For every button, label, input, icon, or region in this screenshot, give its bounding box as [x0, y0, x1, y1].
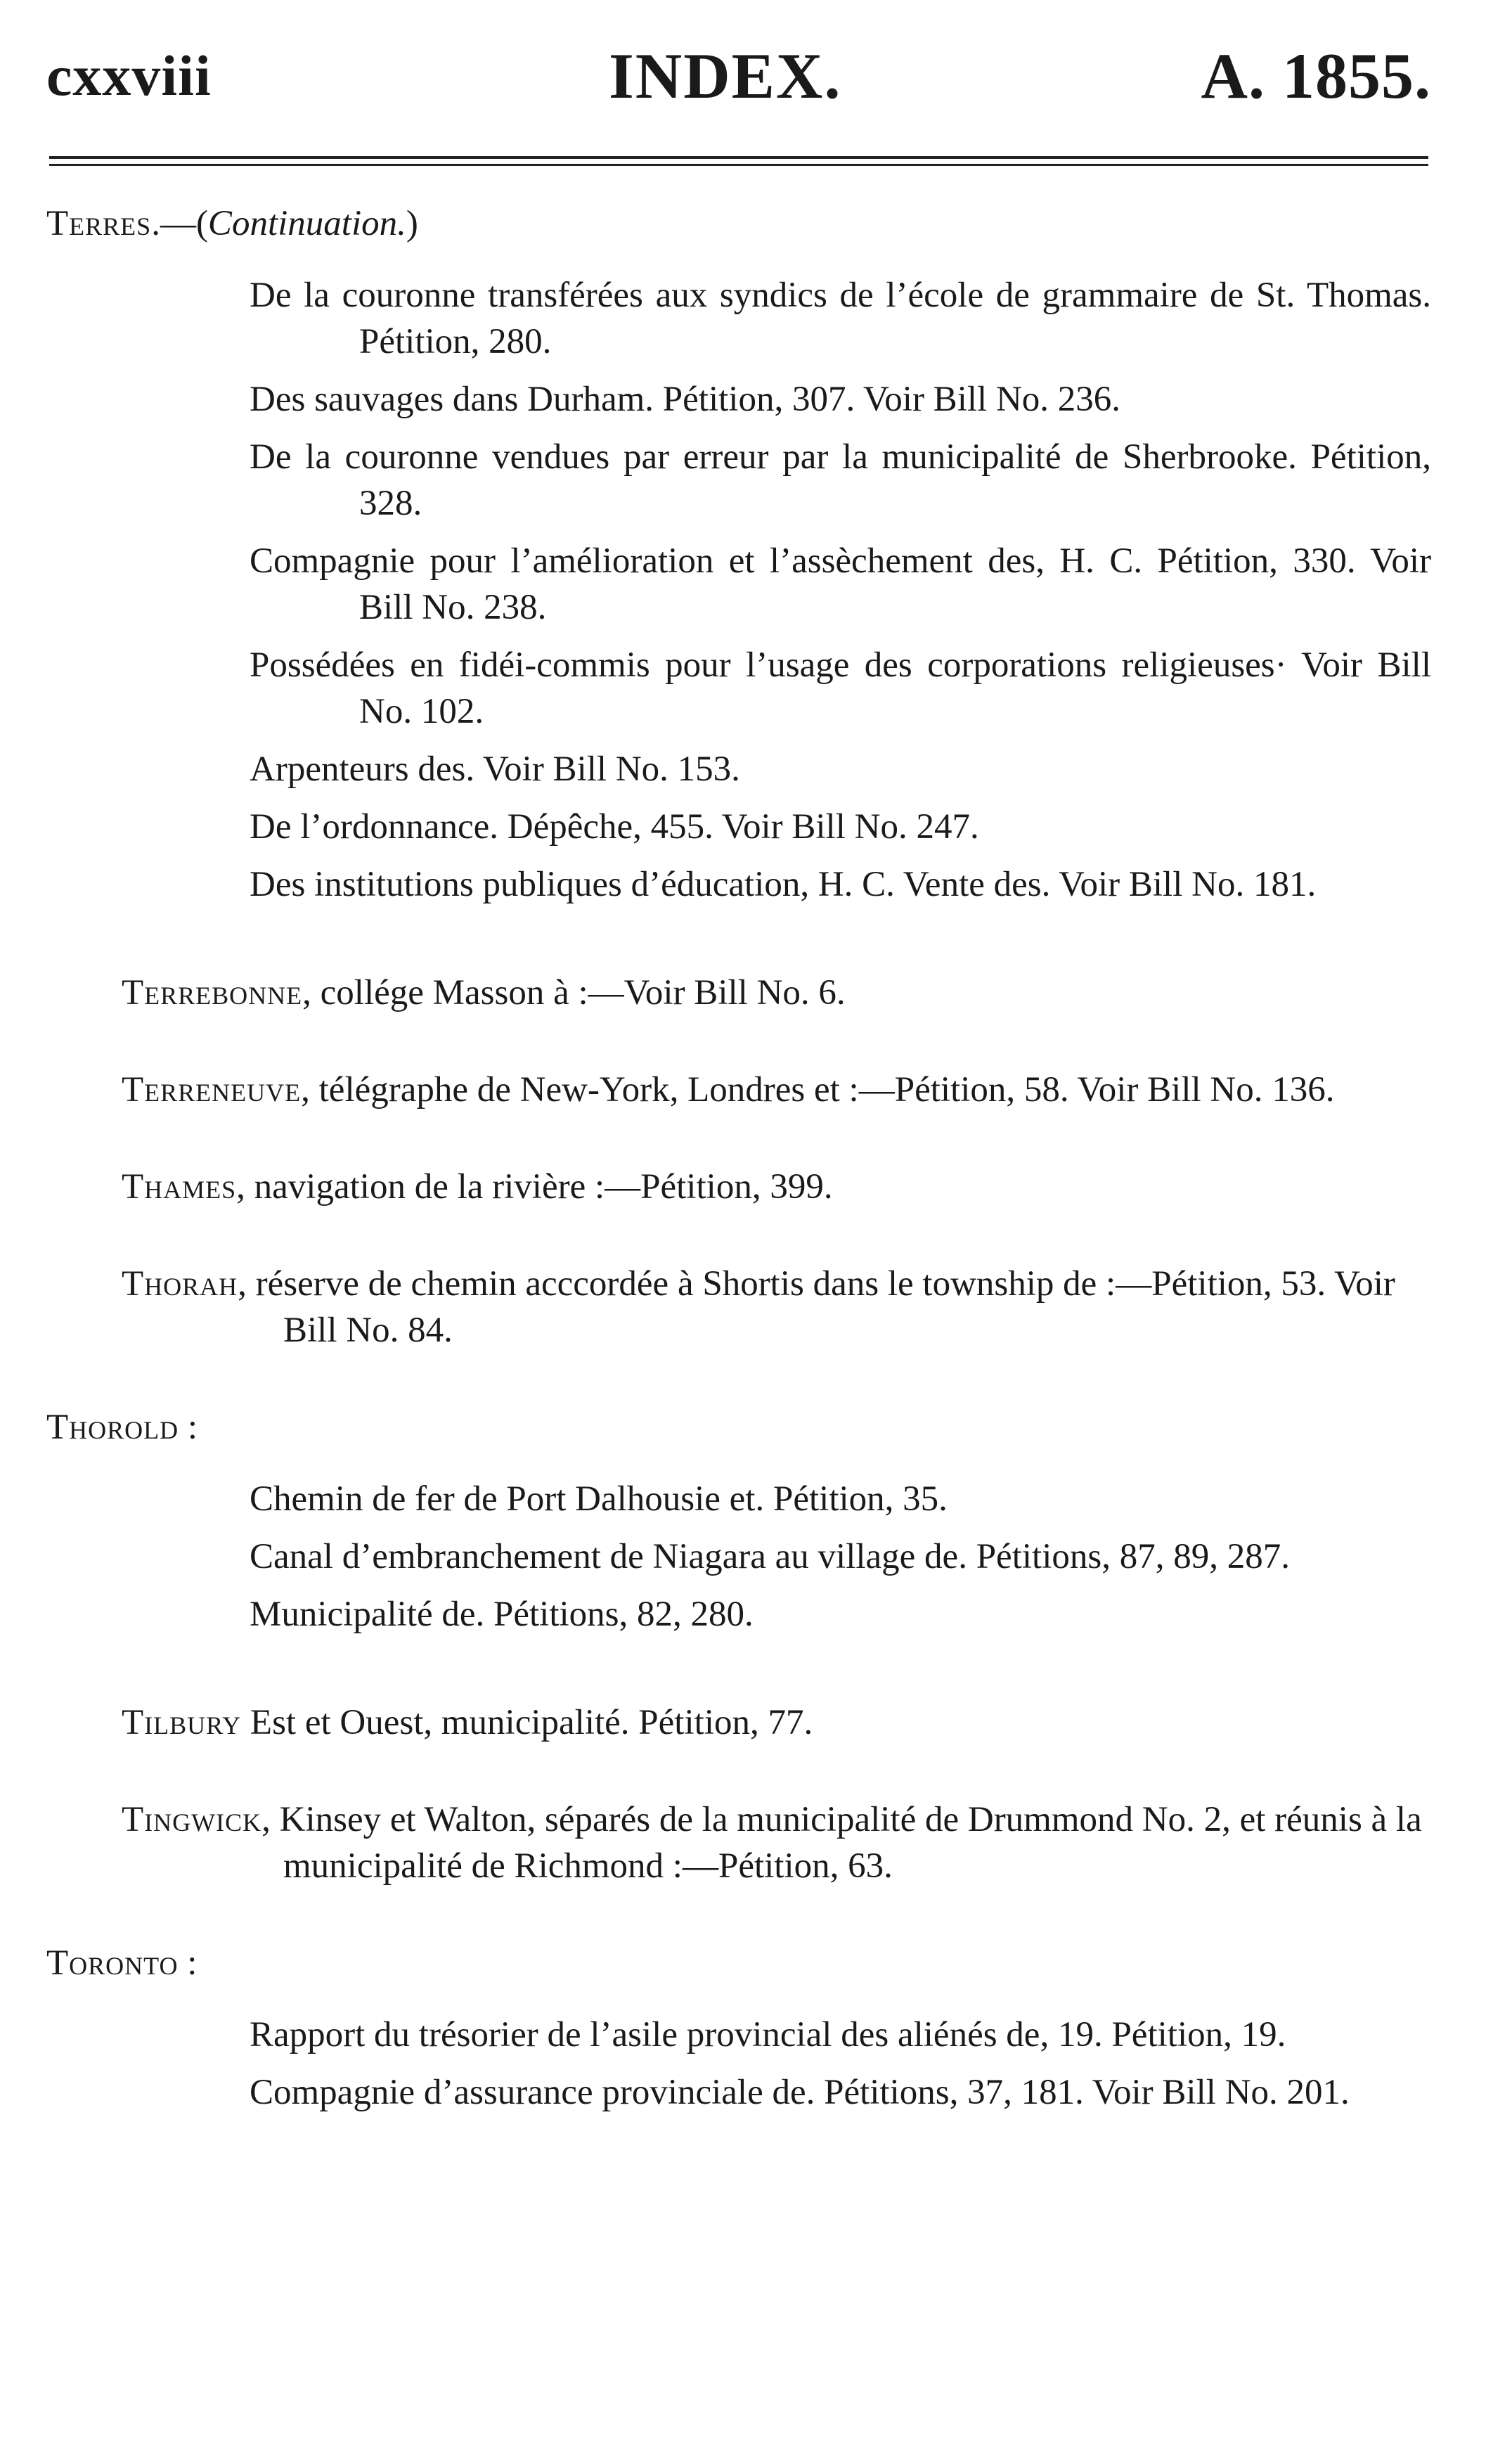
entry-head: Tilbury	[122, 1703, 242, 1742]
index-entry-toronto	[46, 1940, 1431, 2116]
sub-entry: Compagnie d’assurance provinciale de. Pétitions, 37, 181. Voir Bill No. 201.	[250, 2073, 1350, 2112]
index-entry-tingwick	[46, 1796, 1431, 1889]
entry-head: Thorah	[122, 1264, 238, 1304]
sub-entry: Arpenteurs des. Voir Bill No. 153.	[250, 750, 740, 789]
entry-head: Terrebonne	[122, 973, 303, 1012]
sub-entry: Rapport du trésorier de l’asile provincial des aliénés de, 19. Pétition, 19.	[250, 2015, 1286, 2054]
entry-head: Thames	[122, 1167, 237, 1207]
entry-text: :	[178, 1943, 198, 1983]
entry-text: , navigation de la rivière :—Pétition, 399.	[236, 1167, 833, 1207]
entry-heading-line	[46, 1940, 1431, 1986]
page-number: cxxviii	[46, 44, 212, 108]
index-entry-terres	[46, 200, 1431, 908]
entry-heading-line	[46, 1404, 1431, 1451]
sub-entry: Possédées en fidéi-commis pour l’usage des corporations religieuses· Voir Bill No. 102.	[250, 645, 1431, 731]
index-entry-thorah	[46, 1261, 1431, 1353]
entry-head: Terres	[46, 204, 152, 243]
entry-head: Terreneuve	[122, 1070, 302, 1110]
index-entry-terreneuve	[46, 1067, 1431, 1113]
entry-head: Thorold	[46, 1408, 179, 1447]
index-entry-thames	[46, 1164, 1431, 1210]
entry-text: :	[179, 1408, 198, 1447]
index-entries	[46, 200, 1431, 2127]
entry-text: , réserve de chemin acccordée à Shortis dans le township de :—Pétition, 53. Voir Bill No. 84.	[238, 1264, 1395, 1350]
sub-entry: De la couronne vendues par erreur par la municipalité de Sherbrooke. Pétition, 328.	[250, 437, 1431, 523]
sub-entry: Canal d’embranchement de Niagara au village de. Pétitions, 87, 89, 287.	[250, 1537, 1290, 1576]
entry-text: , Kinsey et Walton, séparés de la municipalité de Drummond No. 2, et réunis à la municipalité de Richmond :—Pétition, 63.	[261, 1800, 1422, 1886]
entry-text: , collége Masson à :—Voir Bill No. 6.	[302, 973, 846, 1012]
entry-heading-line	[46, 200, 1431, 247]
sub-entry: Municipalité de. Pétitions, 82, 280.	[250, 1595, 754, 1634]
entry-head: Tingwick	[122, 1800, 262, 1839]
sub-entry: Chemin de fer de Port Dalhousie et. Pétition, 35.	[250, 1479, 948, 1519]
session-year: A. 1855.	[1201, 40, 1431, 112]
header-rule-top	[49, 156, 1428, 159]
header-rule-bottom	[49, 164, 1428, 166]
entry-head: Toronto	[46, 1943, 179, 1983]
sub-entry: De l’ordonnance. Dépêche, 455. Voir Bill No. 247.	[250, 807, 979, 847]
index-entry-tilbury	[46, 1699, 1431, 1746]
sub-entry: De la couronne transférées aux syndics de l’école de grammaire de St. Thomas. Pétition, 280.	[250, 276, 1431, 361]
page-header	[46, 39, 1431, 116]
sub-entry: Des institutions publiques d’éducation, H. C. Vente des. Voir Bill No. 181.	[250, 865, 1317, 904]
entry-head-close: )	[406, 204, 418, 243]
index-entry-thorold	[46, 1404, 1431, 1638]
sub-entry: Des sauvages dans Durham. Pétition, 307. Voir Bill No. 236.	[250, 380, 1121, 419]
entry-text: , télégraphe de New-York, Londres et :—Pétition, 58. Voir Bill No. 136.	[301, 1070, 1335, 1110]
index-entry-terrebonne	[46, 970, 1431, 1016]
entry-text: Est et Ouest, municipalité. Pétition, 77.	[241, 1703, 813, 1742]
page-title: INDEX.	[609, 40, 842, 112]
entry-head-suffix: .—(	[151, 204, 208, 243]
continuation-label: Continuation.	[207, 204, 406, 243]
sub-entry: Compagnie pour l’amélioration et l’assèchement des, H. C. Pétition, 330. Voir Bill No. 238.	[250, 541, 1431, 627]
